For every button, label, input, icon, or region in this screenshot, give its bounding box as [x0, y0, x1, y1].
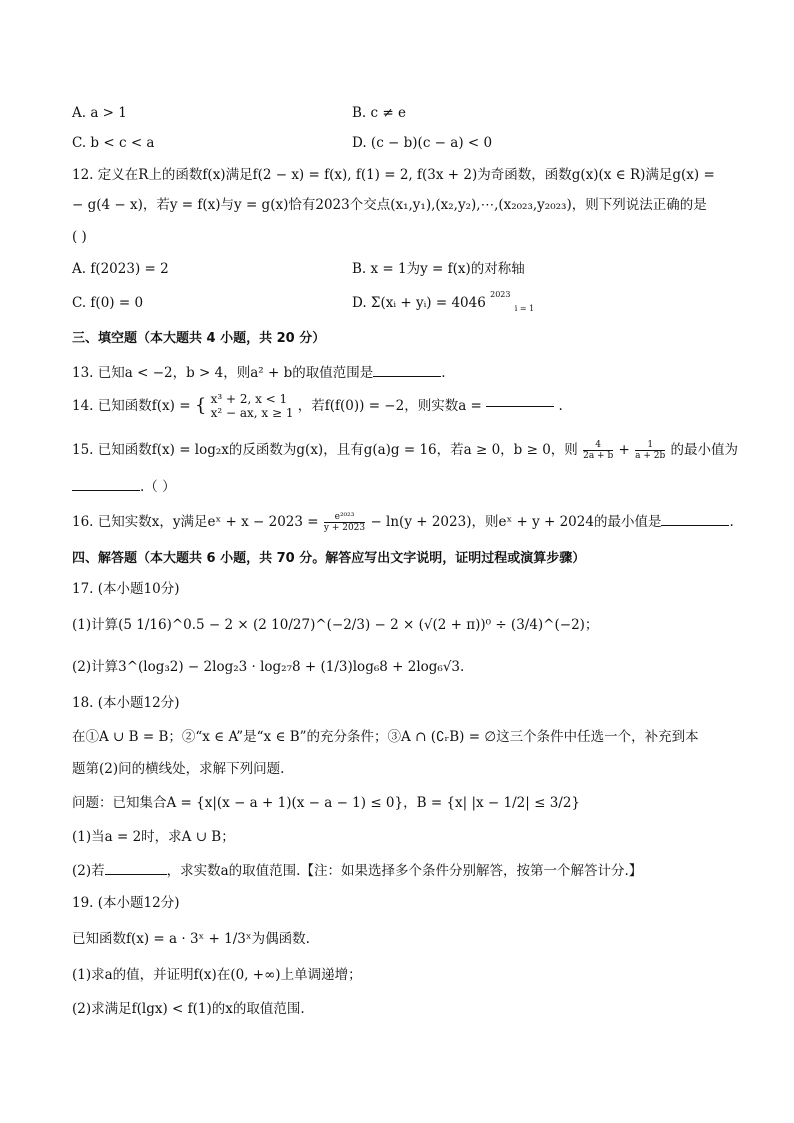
- q12-option-a: A. f(2023) = 2: [72, 261, 169, 277]
- q11-option-c: C. b < c < a: [72, 135, 155, 151]
- q12-answer-paren: ( ): [72, 229, 87, 245]
- q13: 13. 已知a < −2，b > 4，则a² + b的取值范围是 .: [72, 365, 446, 381]
- q15-fraction-2: $\frac{1}{a + 2b}$: [635, 440, 666, 461]
- q12-option-c: C. f(0) = 0: [72, 295, 144, 311]
- q17-part1: (1)计算(5 1/16)^0.5 − 2 × (2 10/27)^(−2/3) − 2 × (√(2 + π))⁰ ÷ (3/4)^(−2)；: [72, 617, 599, 633]
- q12-option-b: B. x = 1为y = f(x)的对称轴: [352, 261, 525, 277]
- q18-part1: (1)当a = 2时，求A ∪ B；: [72, 829, 235, 845]
- q11-option-a: A. a > 1: [72, 105, 127, 121]
- q13-answer-blank[interactable]: [373, 376, 441, 377]
- q19-part1: (1)求a的值，并证明f(x)在(0, +∞)上单调递增；: [72, 967, 362, 983]
- section-3-heading: 三、填空题（本大题共 4 小题，共 20 分）: [72, 331, 326, 346]
- q18-condition-blank[interactable]: [105, 874, 167, 875]
- q14-case-1: x³ + 2, x < 1: [210, 392, 288, 406]
- q17-header: 17. (本小题10分): [72, 581, 180, 597]
- q19-part2: (2)求满足f(lgx) < f(1)的x的取值范围.: [72, 1001, 305, 1017]
- q14-brace: {: [194, 395, 207, 416]
- q15-line2: .（ ）: [72, 478, 176, 496]
- q14-answer-blank[interactable]: [486, 406, 554, 407]
- q18-problem: 问题：已知集合A = {x|(x − a + 1)(x − a − 1) ≤ 0}，B = {x| |x − 1/2| ≤ 3/2}: [72, 795, 581, 811]
- q16-answer-blank[interactable]: [661, 525, 729, 526]
- q11-option-b: B. c ≠ e: [352, 105, 406, 121]
- q18-part2: (2)若 ，求实数a的取值范围.【注：如果选择多个条件分别解答，按第一个解答计分.】: [72, 863, 643, 879]
- q18-line1: 在①A ∪ B = B；②“x ∈ A”是“x ∈ B”的充分条件；③A ∩ (∁ᵣB) = ∅这三个条件中任选一个，补充到本: [72, 729, 699, 745]
- q15-fraction-1: $\frac{4}{2a + b}$: [583, 440, 614, 461]
- q12-stem-line1: 12. 定义在R上的函数f(x)满足f(2 − x) = f(x), f(1) = 2, f(3x + 2)为奇函数，函数g(x)(x ∈ R)满足g(x) =: [72, 167, 715, 183]
- section-4-heading: 四、解答题（本大题共 6 小题，共 70 分。解答应写出文字说明，证明过程或演算步骤）: [72, 551, 586, 566]
- q12-sum-lower: i = 1: [514, 304, 535, 313]
- q18-line2: 题第(2)问的横线处，求解下列问题.: [72, 761, 285, 777]
- q16-fraction: $\frac{\text{e²⁰²³}}{y + 2023}$: [323, 512, 366, 533]
- q19-header: 19. (本小题12分): [72, 895, 180, 911]
- q15-line1: 15. 已知函数f(x) = log₂x的反函数为g(x)，且有g(a)g = 16，若a ≥ 0，b ≥ 0，则 $\frac{4}{2a + b}$ + $\frac{1}{a + 2b}$ 的最小值为: [72, 440, 739, 461]
- q17-part2: (2)计算3^(log₃2) − 2log₂3 · log₂₇8 + (1/3)log₆8 + 2log₆√3.: [72, 659, 465, 675]
- q14: 14. 已知函数f(x) = { x³ + 2, x < 1 x² − ax, x ≥ 1 ，若f(f(0)) = −2，则实数a = .: [72, 392, 563, 420]
- q11-option-d: D. (c − b)(c − a) < 0: [352, 135, 493, 151]
- q12-stem-line2: − g(4 − x)，若y = f(x)与y = g(x)恰有2023个交点(x₁,y₁),(x₂,y₂),⋯,(x₂₀₂₃,y₂₀₂₃)，则下列说法正确的是: [72, 197, 707, 213]
- q18-header: 18. (本小题12分): [72, 695, 180, 711]
- q12-option-d: D. Σ(xᵢ + yᵢ) = 4046 $^{2023}$ $_{i = 1}$: [352, 290, 535, 313]
- q12-sum-upper: 2023: [490, 290, 511, 299]
- q14-case-2: x² − ax, x ≥ 1: [210, 406, 294, 420]
- q16: 16. 已知实数x，y满足eˣ + x − 2023 = $\frac{\text{e²⁰²³}}{y + 2023}$ − ln(y + 2023)，则eˣ + y + 2024的最小值是 .: [72, 512, 734, 533]
- q19-stem: 已知函数f(x) = a · 3ˣ + 1/3ˣ为偶函数.: [72, 931, 310, 947]
- q15-answer-blank[interactable]: [72, 490, 140, 491]
